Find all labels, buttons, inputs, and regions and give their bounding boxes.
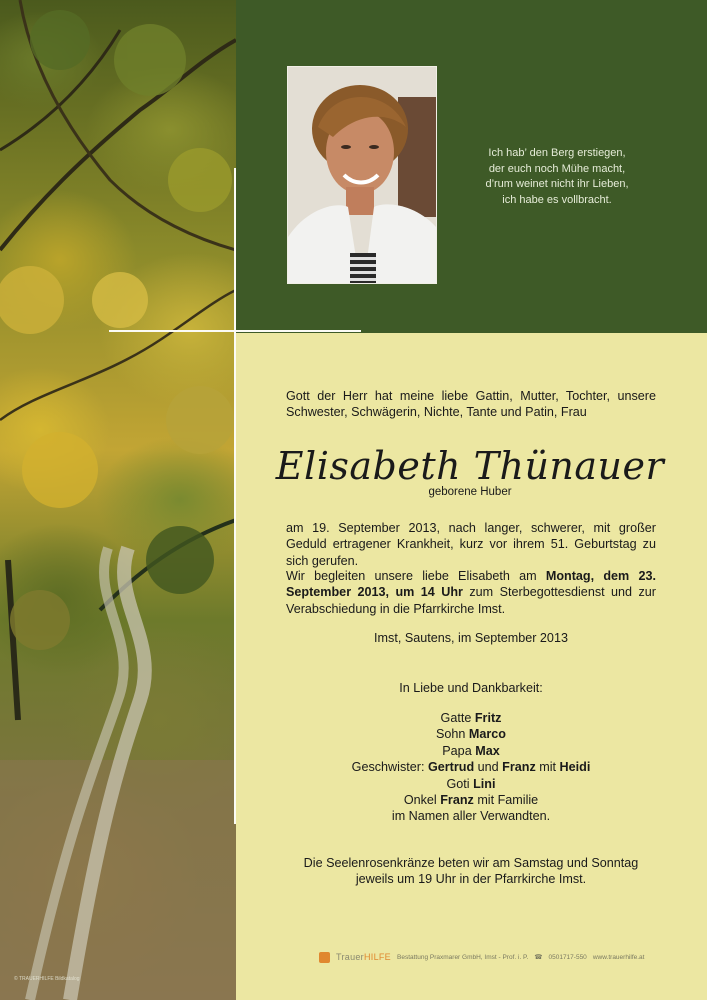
intro-text: Gott der Herr hat meine liebe Gattin, Mutter, Tochter, unsere Schwester, Schwägerin, Nichte, Tante und Patin, Frau [286, 389, 656, 420]
mourner-relatives: im Namen aller Verwandten. [391, 809, 551, 824]
forest-path-image [0, 0, 236, 1000]
mourners-list [286, 710, 656, 825]
poem-line: der euch noch Mühe macht, [488, 162, 626, 175]
deceased-name: Elisabeth Thünauer [275, 444, 665, 488]
trauerhilfe-logo: TrauerHILFE [336, 952, 391, 962]
cross-horizontal-bar [109, 330, 361, 332]
poem-line: d’rum weinet nicht ihr Lieben, [485, 178, 629, 191]
rosary-line: jeweils um 19 Uhr in der Pfarrkirche Imst. [355, 872, 587, 887]
funeral-text-part1: Wir begleiten unsere liebe Elisabeth am [286, 569, 546, 583]
funeral-text [286, 568, 656, 617]
mourner-uncle: Onkel Franz mit Familie [403, 793, 539, 808]
rosary-text [286, 855, 656, 888]
trauerhilfe-logo-icon [319, 952, 330, 963]
mourner-son: Sohn Marco [435, 727, 506, 742]
mourner-godmother: Goti Lini [446, 776, 496, 791]
footer [319, 950, 649, 964]
rosary-line: Die Seelenrosenkränze beten wir am Samstag und Sonntag [303, 856, 639, 870]
cross-vertical-bar [234, 168, 236, 824]
mourner-father: Papa Max [442, 743, 500, 758]
poem-line: ich habe es vollbracht. [502, 193, 612, 206]
footer-web[interactable]: www.trauerhilfe.at [592, 953, 645, 961]
mourner-husband: Gatte Fritz [440, 711, 502, 725]
mourners-heading: In Liebe und Dankbarkeit: [399, 681, 543, 695]
mourner-siblings: Geschwister: Gertrud und Franz mit Heidi [351, 760, 591, 775]
maiden-name: geborene Huber [428, 486, 512, 498]
footer-company: Bestattung Praxmarer GmbH, Imst - Prof. i. P. [397, 953, 529, 961]
funeral-date: Montag, dem 23. September 2013, um 14 Uhr [286, 569, 656, 600]
image-credit: © TRAUERHILFE Bildkatalog [14, 976, 80, 982]
death-text: am 19. September 2013, nach langer, schwerer, mit großer Geduld ertragener Krankheit, kurz vor ihrem 51. Geburtstag zu sich gerufen. [286, 521, 656, 568]
place-date: Imst, Sautens, im September 2013 [374, 631, 568, 645]
portrait-photo [287, 66, 437, 284]
funeral-text-part2: zum Sterbegottesdienst und zur Verabschiedung in die Pfarrkirche Imst. [286, 585, 656, 616]
poem [474, 146, 640, 208]
phone-icon: ☎ [534, 954, 543, 961]
footer-phone: 0501717-550 [548, 953, 587, 961]
poem-line: Ich hab’ den Berg erstiegen, [488, 147, 626, 159]
